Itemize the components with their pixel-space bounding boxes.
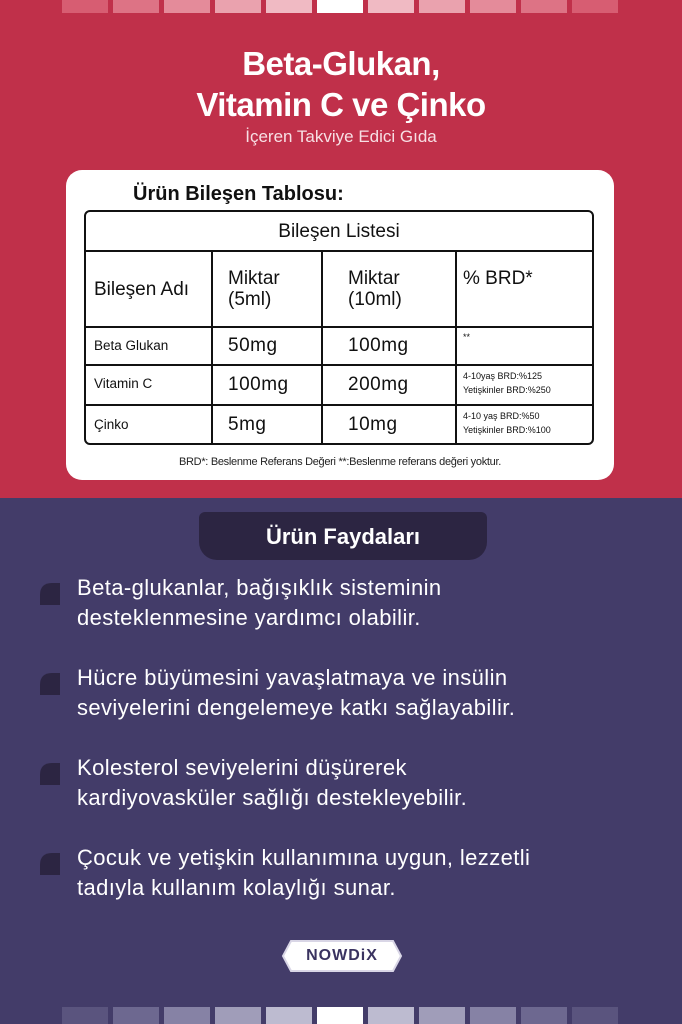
table-divider xyxy=(455,250,457,445)
row-vitamin-c-amount-10ml: 200mg xyxy=(348,374,409,395)
column-header-name: Bileşen Adı xyxy=(94,279,190,300)
table-divider xyxy=(86,250,592,252)
column-header-amount-5ml-line1: Miktar xyxy=(228,268,280,289)
decor-stripe xyxy=(266,0,312,13)
decor-stripe xyxy=(62,0,108,13)
table-divider xyxy=(321,250,323,445)
decor-stripe xyxy=(470,0,516,13)
benefit-item-line2: seviyelerini dengelemeye katkı sağlayabilir. xyxy=(77,695,516,720)
row-cinko-brd xyxy=(463,409,551,437)
column-header-amount-10ml xyxy=(348,268,402,310)
benefit-item xyxy=(77,843,657,903)
header-panel xyxy=(0,0,682,498)
column-header-brd: % BRD* xyxy=(463,268,533,289)
row-vitamin-c-name: Vitamin C xyxy=(94,376,153,391)
row-cinko-brd-child: 4-10 yaş BRD:%50 xyxy=(463,411,540,421)
benefits-heading-tab xyxy=(199,512,487,560)
column-header-amount-5ml-line2: (5ml) xyxy=(228,289,272,310)
benefit-item-line2: tadıyla kullanım kolaylığı sunar. xyxy=(77,875,396,900)
bullet-corner-icon xyxy=(40,853,60,875)
decor-stripe xyxy=(317,0,363,13)
row-cinko-name: Çinko xyxy=(94,417,129,432)
bullet-corner-icon xyxy=(40,673,60,695)
decor-stripe xyxy=(470,1007,516,1024)
decor-stripe xyxy=(572,1007,618,1024)
row-beta-glukan-name: Beta Glukan xyxy=(94,338,169,353)
decor-stripe xyxy=(419,0,465,13)
decor-stripe xyxy=(572,0,618,13)
decor-stripe xyxy=(266,1007,312,1024)
logo-text: NOWDiX xyxy=(306,947,378,964)
decor-stripe xyxy=(521,1007,567,1024)
decor-stripe xyxy=(368,0,414,13)
table-footnote: BRD*: Beslenme Referans Değeri **:Beslenme referans değeri yoktur. xyxy=(179,456,501,468)
decor-stripe xyxy=(164,0,210,13)
table-divider xyxy=(86,404,592,406)
decor-stripe xyxy=(113,1007,159,1024)
row-vitamin-c-brd xyxy=(463,369,551,397)
benefit-item xyxy=(77,573,657,633)
benefits-heading: Ürün Faydaları xyxy=(265,524,421,549)
product-title-line1: Beta-Glukan, xyxy=(242,45,440,82)
decor-stripe xyxy=(62,1007,108,1024)
table-header: Bileşen Listesi xyxy=(278,221,400,242)
row-cinko-amount-10ml: 10mg xyxy=(348,414,398,435)
benefit-item xyxy=(77,663,657,723)
row-vitamin-c-brd-adult: Yetişkinler BRD:%250 xyxy=(463,385,551,395)
decor-stripe xyxy=(368,1007,414,1024)
row-beta-glukan-amount-10ml: 100mg xyxy=(348,335,409,356)
benefit-item-line1: Beta-glukanlar, bağışıklık sisteminin xyxy=(77,575,442,600)
row-vitamin-c-amount-5ml: 100mg xyxy=(228,374,289,395)
decor-stripe xyxy=(215,0,261,13)
benefit-item-line1: Hücre büyümesini yavaşlatmaya ve insülin xyxy=(77,665,508,690)
table-divider xyxy=(86,364,592,366)
benefit-item-line1: Çocuk ve yetişkin kullanımına uygun, lezzetli xyxy=(77,845,531,870)
product-subtitle: İçeren Takviye Edici Gıda xyxy=(245,127,437,146)
row-beta-glukan-brd: ** xyxy=(463,332,471,342)
decor-stripe xyxy=(521,0,567,13)
ingredients-card xyxy=(66,170,614,480)
product-title-line2: Vitamin C ve Çinko xyxy=(196,86,486,123)
benefit-item-line2: kardiyovasküler sağlığı destekleyebilir. xyxy=(77,785,468,810)
bullet-corner-icon xyxy=(40,583,60,605)
row-cinko-brd-adult: Yetişkinler BRD:%100 xyxy=(463,425,551,435)
table-divider xyxy=(211,250,213,445)
decor-stripe xyxy=(113,0,159,13)
column-header-amount-10ml-line1: Miktar xyxy=(348,268,400,289)
decor-stripe xyxy=(419,1007,465,1024)
table-divider xyxy=(86,326,592,328)
decor-stripe xyxy=(317,1007,363,1024)
decor-stripe xyxy=(164,1007,210,1024)
column-header-amount-5ml xyxy=(228,268,280,310)
bullet-corner-icon xyxy=(40,763,60,785)
row-beta-glukan-amount-5ml: 50mg xyxy=(228,335,278,356)
row-vitamin-c-brd-child: 4-10yaş BRD:%125 xyxy=(463,371,543,381)
row-cinko-amount-5ml: 5mg xyxy=(228,414,267,435)
ingredients-table xyxy=(84,210,594,445)
benefit-item-line2: desteklenmesine yardımcı olabilir. xyxy=(77,605,421,630)
decor-stripe xyxy=(215,1007,261,1024)
brand-logo xyxy=(281,939,403,973)
ingredients-card-title: Ürün Bileşen Tablosu: xyxy=(133,183,344,205)
benefit-item xyxy=(77,753,657,813)
column-header-amount-10ml-line2: (10ml) xyxy=(348,289,402,310)
benefit-item-line1: Kolesterol seviyelerini düşürerek xyxy=(77,755,407,780)
